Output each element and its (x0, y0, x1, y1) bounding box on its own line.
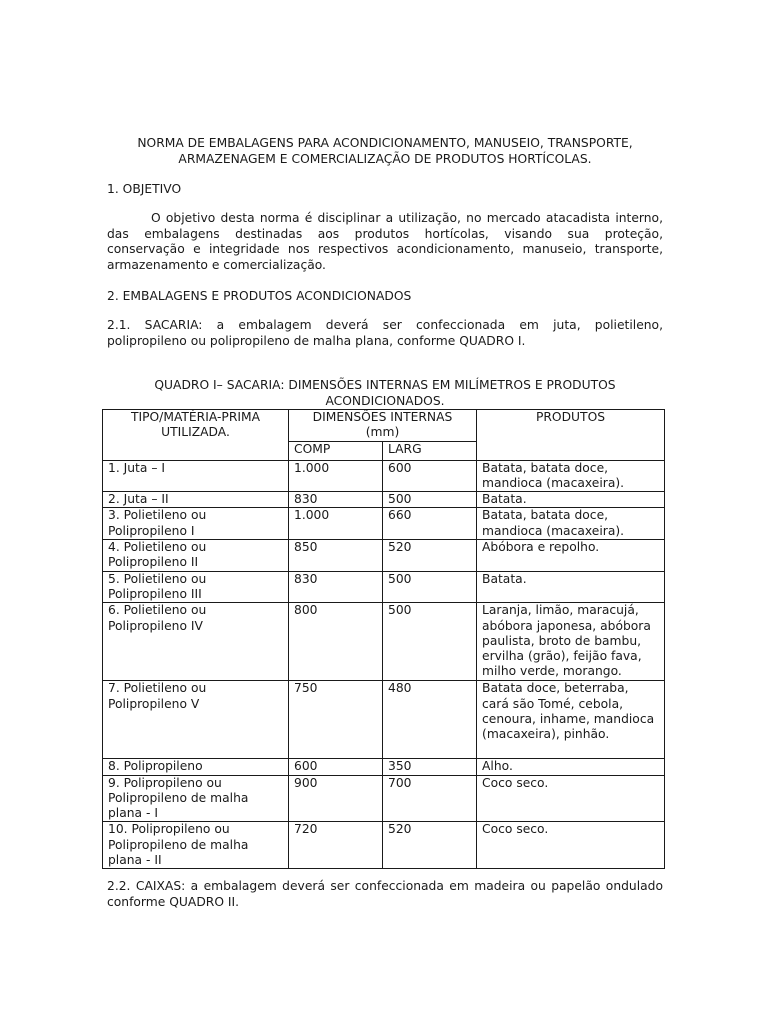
header-dimensoes: DIMENSÕES INTERNAS (mm) (289, 410, 477, 442)
table-row (103, 775, 665, 822)
cell-produtos: Coco seco. (477, 822, 665, 869)
cell-produtos: Batata, batata doce, mandioca (macaxeira). (477, 460, 665, 492)
cell-tipo: 9. Polipropileno ou Polipropileno de malha plana - I (103, 775, 289, 822)
table-row (103, 603, 665, 681)
cell-larg: 520 (383, 822, 477, 869)
table-row (103, 822, 665, 869)
cell-tipo: 8. Polipropileno (103, 759, 289, 775)
header-larg: LARG (383, 441, 477, 460)
table-header-row (103, 410, 665, 442)
cell-comp: 900 (289, 775, 383, 822)
cell-tipo: 1. Juta – I (103, 460, 289, 492)
cell-comp: 800 (289, 603, 383, 681)
cell-larg: 500 (383, 603, 477, 681)
cell-produtos: Laranja, limão, maracujá, abóbora japonesa, abóbora paulista, broto de bambu, ervilha (grão), feijão fava, milho verde, morango. (477, 603, 665, 681)
section-2-heading: 2. EMBALAGENS E PRODUTOS ACONDICIONADOS (107, 289, 412, 303)
cell-produtos: Coco seco. (477, 775, 665, 822)
section-2-2-paragraph (107, 879, 663, 910)
cell-produtos: Alho. (477, 759, 665, 775)
cell-tipo: 10. Polipropileno ou Polipropileno de malha plana - II (103, 822, 289, 869)
table-row (103, 492, 665, 508)
paragraph-line: conservação e integridade nos respectivos acondicionamento, manuseio, transporte, (107, 242, 663, 256)
cell-produtos: Batata doce, beterraba, cará são Tomé, cebola, cenoura, inhame, mandioca (macaxeira), pinhão. (477, 681, 665, 759)
table-row (103, 540, 665, 572)
cell-larg: 500 (383, 492, 477, 508)
paragraph-line: polipropileno ou polipropileno de malha plana, conforme QUADRO I. (107, 333, 526, 348)
cell-larg: 660 (383, 508, 477, 540)
section-2-1-paragraph (107, 318, 663, 349)
caption-line-1: QUADRO I– SACARIA: DIMENSÕES INTERNAS EM MILÍMETROS E PRODUTOS (154, 378, 616, 392)
header-tipo: TIPO/MATÉRIA-PRIMA UTILIZADA. (103, 410, 289, 461)
table-row (103, 681, 665, 759)
cell-tipo: 4. Polietileno ou Polipropileno II (103, 540, 289, 572)
cell-comp: 830 (289, 492, 383, 508)
cell-comp: 600 (289, 759, 383, 775)
table-row (103, 508, 665, 540)
cell-tipo: 6. Polietileno ou Polipropileno IV (103, 603, 289, 681)
document-title (107, 135, 663, 167)
caption-line-2: ACONDICIONADOS. (325, 393, 445, 408)
paragraph-line: O objetivo desta norma é disciplinar a utilização, no mercado atacadista interno, (151, 211, 663, 225)
paragraph-line: armazenamento e comercialização. (107, 257, 326, 272)
cell-tipo: 7. Polietileno ou Polipropileno V (103, 681, 289, 759)
quadro-1-caption (107, 378, 663, 409)
cell-produtos: Batata. (477, 571, 665, 603)
quadro-1-table (102, 409, 665, 869)
cell-larg: 500 (383, 571, 477, 603)
cell-larg: 350 (383, 759, 477, 775)
section-1-paragraph (107, 211, 663, 273)
table-row (103, 571, 665, 603)
cell-larg: 520 (383, 540, 477, 572)
header-comp: COMP (289, 441, 383, 460)
cell-larg: 600 (383, 460, 477, 492)
quadro-1-table-body (103, 410, 665, 869)
table-row (103, 460, 665, 492)
cell-larg: 700 (383, 775, 477, 822)
cell-comp: 1.000 (289, 460, 383, 492)
paragraph-line: conforme QUADRO II. (107, 894, 240, 909)
paragraph-line: das embalagens destinadas aos produtos hortícolas, visando sua proteção, (107, 226, 663, 241)
cell-comp: 1.000 (289, 508, 383, 540)
cell-tipo: 3. Polietileno ou Polipropileno I (103, 508, 289, 540)
cell-produtos: Batata, batata doce, mandioca (macaxeira). (477, 508, 665, 540)
cell-produtos: Batata. (477, 492, 665, 508)
cell-comp: 830 (289, 571, 383, 603)
table-row (103, 759, 665, 775)
cell-comp: 750 (289, 681, 383, 759)
paragraph-line: 2.2. CAIXAS: a embalagem deverá ser confeccionada em madeira ou papelão ondulado (107, 879, 663, 893)
section-1-heading: 1. OBJETIVO (107, 182, 182, 196)
title-line-1: NORMA DE EMBALAGENS PARA ACONDICIONAMENTO, MANUSEIO, TRANSPORTE, (137, 136, 633, 150)
cell-comp: 720 (289, 822, 383, 869)
title-line-2: ARMAZENAGEM E COMERCIALIZAÇÃO DE PRODUTOS HORTÍCOLAS. (178, 152, 592, 166)
cell-larg: 480 (383, 681, 477, 759)
header-produtos: PRODUTOS (477, 410, 665, 461)
cell-produtos: Abóbora e repolho. (477, 540, 665, 572)
cell-comp: 850 (289, 540, 383, 572)
cell-tipo: 5. Polietileno ou Polipropileno III (103, 571, 289, 603)
cell-tipo: 2. Juta – II (103, 492, 289, 508)
paragraph-line: 2.1. SACARIA: a embalagem deverá ser confeccionada em juta, polietileno, (107, 318, 663, 332)
